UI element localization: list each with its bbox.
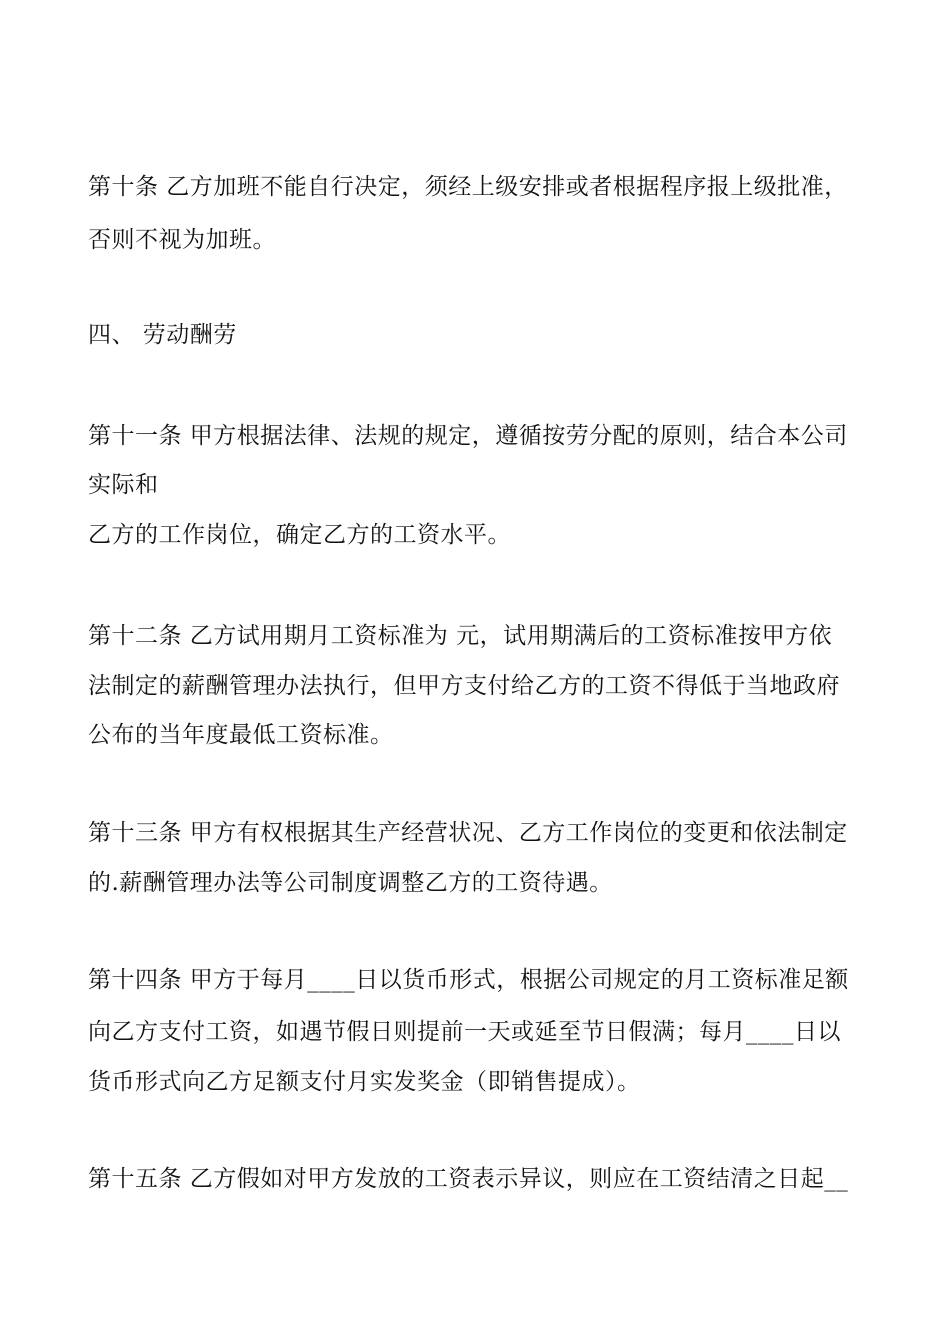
article-13-line-1: 第十三条 甲方有权根据其生产经营状况、乙方工作岗位的变更和依法制定 xyxy=(88,820,848,846)
article-12-line-2: 法制定的薪酬管理办法执行，但甲方支付给乙方的工资不得低于当地政府 xyxy=(88,673,840,699)
article-14-line-3: 货币形式向乙方足额支付月实发奖金（即销售提成）。 xyxy=(88,1069,641,1095)
article-11-line-1: 第十一条 甲方根据法律、法规的规定，遵循按劳分配的原则，结合本公司 xyxy=(88,423,848,449)
section-heading-labor-remuneration: 四、 劳动酬劳 xyxy=(88,322,237,348)
article-14-line-1: 第十四条 甲方于每月____日以货币形式，根据公司规定的月工资标准足额 xyxy=(88,967,849,993)
article-11-line-3: 乙方的工作岗位，确定乙方的工资水平。 xyxy=(88,522,511,548)
article-12-line-1: 第十二条 乙方试用期月工资标准为 元，试用期满后的工资标准按甲方依 xyxy=(88,623,833,649)
article-13-line-2: 的.薪酬管理办法等公司制度调整乙方的工资待遇。 xyxy=(88,870,613,896)
article-10-line-1: 第十条 乙方加班不能自行决定，须经上级安排或者根据程序报上级批准， xyxy=(88,174,848,200)
article-11-line-2: 实际和 xyxy=(88,472,159,498)
article-10-line-2: 否则不视为加班。 xyxy=(88,227,276,253)
article-15-line-1: 第十五条 乙方假如对甲方发放的工资表示异议，则应在工资结清之日起__ xyxy=(88,1166,849,1192)
article-12-line-3: 公布的当年度最低工资标准。 xyxy=(88,722,394,748)
article-14-line-2: 向乙方支付工资，如遇节假日则提前一天或延至节日假满；每月____日以 xyxy=(88,1019,841,1045)
